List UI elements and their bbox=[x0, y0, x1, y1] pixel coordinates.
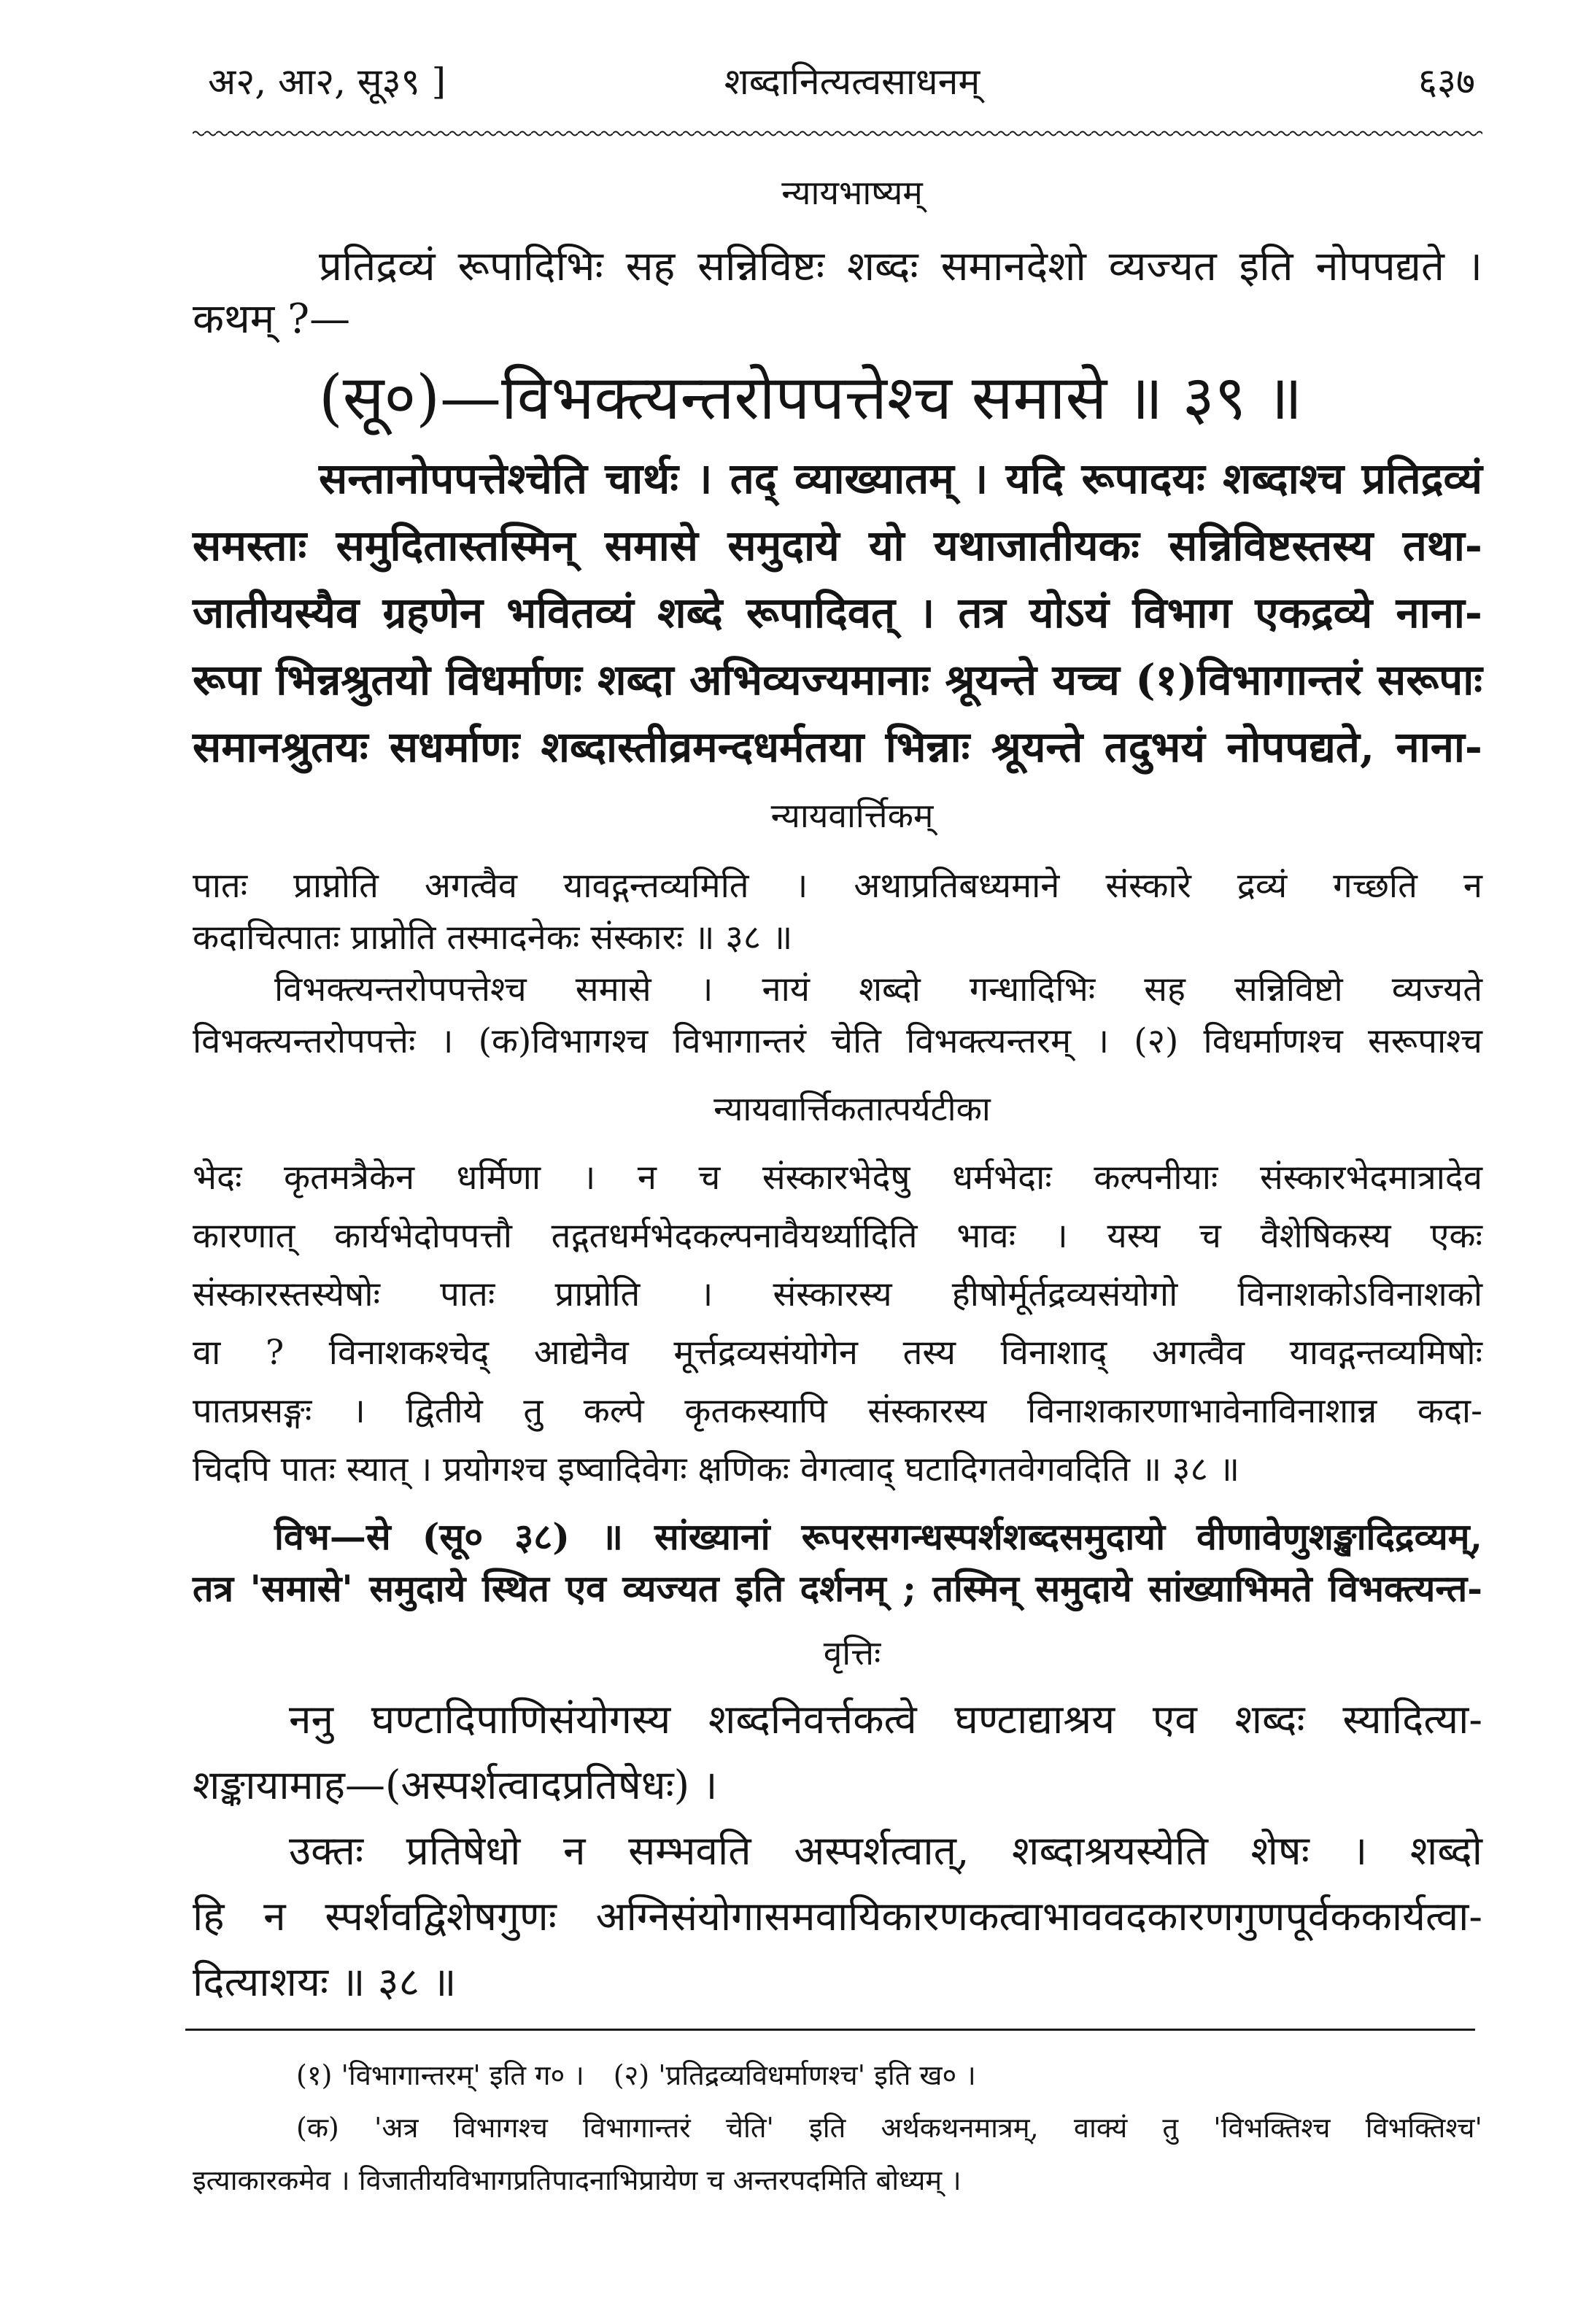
bhashya-text-line: सन्तानोपपत्तेश्चेति चार्थः । तद् व्याख्यातम् । यदि रूपादयः शब्दाश्च प्रतिद्रव्यं bbox=[319, 454, 1482, 503]
tika-paragraph bbox=[193, 1149, 1482, 1499]
header-section-reference: अ२, आ२, सू३९ ] bbox=[208, 61, 446, 103]
footnote-line bbox=[193, 2049, 1482, 2102]
vartika-text-line: विभक्त्यन्तरोपपत्तेश्च समासे । नायं शब्दो गन्धादिभिः सह सन्निविष्टो व्यज्यते bbox=[274, 969, 1482, 1010]
section-heading-vritti: वृत्तिः bbox=[823, 1633, 881, 1673]
bhashya-text-line: समानश्रुतयः सधर्माणः शब्दास्तीव्रमन्दधर्मतया भिन्नाः श्रूयन्ते तदुभयं नोपपद्यते, नाना- bbox=[193, 722, 1482, 772]
footnote-ka-line: (क) 'अत्र विभागश्च विभागान्तरं चेति' इति अर्थकथनमात्रम्, वाक्यं तु 'विभक्तिश्च विभक्तिश्च' bbox=[296, 2112, 1482, 2144]
wavy-rule-pattern bbox=[193, 128, 1482, 139]
footnote-2: (२) 'प्रतिद्रव्यविधर्माणश्च' इति ख० । bbox=[613, 2059, 976, 2091]
vartika-text-line: पातः प्राप्नोति अगत्वैव यावद्गन्तव्यमिति । अथाप्रतिबध्यमाने संस्कारे द्रव्यं गच्छति न bbox=[193, 866, 1482, 906]
tika-text-line: संस्कारस्तस्येषोः पातः प्राप्नोति । संस्कारस्य हीषोर्मूर्तद्रव्यसंयोगो विनाशकोऽविनाशको bbox=[193, 1274, 1482, 1314]
vartika-text-line: कदाचित्पातः प्राप्नोति तस्मादनेकः संस्कारः ॥ ३८ ॥ bbox=[193, 918, 793, 958]
tika-text-line: पातप्रसङ्गः । द्वितीये तु कल्पे कृतकस्यापि संस्कारस्य विनाशकारणाभावेनाविनाशान्न कदा- bbox=[193, 1391, 1482, 1431]
wavy-rule bbox=[193, 128, 1482, 139]
vartika-paragraph bbox=[193, 860, 1482, 1067]
footnotes bbox=[193, 2049, 1482, 2207]
bhashya-intro-line: प्रतिद्रव्यं रूपादिभिः सह सन्निविष्टः शब्दः समानदेशो व्यज्यत इति नोपपद्यते । bbox=[319, 243, 1482, 290]
bhashya-text-line: रूपा भिन्नश्रुतयो विधर्माणः शब्दा अभिव्यज्यमानाः श्रूयन्ते यच्च (१)विभागान्तरं सरूपाः bbox=[193, 655, 1482, 705]
tika-text-line: भेदः कृतमत्रैकेन धर्मिणा । न च संस्कारभेदेषु धर्मभेदाः कल्पनीयाः संस्कारभेदमात्रादेव bbox=[193, 1158, 1482, 1198]
tika-text-line: चिदपि पातः स्यात् । प्रयोगश्च इष्वादिवेगः क्षणिकः वेगत्वाद् घटादिगतवेगवदिति ॥ ३८ ॥ bbox=[193, 1449, 1240, 1490]
page-number: ६३७ bbox=[1418, 61, 1475, 103]
footnote-1: (१) 'विभागान्तरम्' इति ग० । bbox=[296, 2059, 584, 2091]
footnote-ka-line: इत्याकारकमेव । विजातीयविभागप्रतिपादनाभिप्रायेण च अन्तरपदमिति बोध्यम् । bbox=[193, 2164, 962, 2196]
section-heading-nyaya-bhashya: न्यायभाष्यम् bbox=[781, 173, 923, 212]
footnote-divider bbox=[185, 2029, 1475, 2031]
bhashya-paragraph bbox=[193, 445, 1482, 781]
vritti-text-line: ननु घण्टादिपाणिसंयोगस्य शब्दनिवर्त्तकत्वे घण्टाद्याश्रय एव शब्दः स्यादित्या- bbox=[289, 1696, 1482, 1743]
header-title: शब्दानित्यत्वसाधनम् bbox=[724, 61, 980, 103]
vartika-text-line: विभक्त्यन्तरोपपत्तेः । (क)विभागश्च विभागान्तरं चेति विभक्त्यन्तरम् । (२) विधर्माणश्च सरूपाश्च bbox=[193, 1021, 1482, 1061]
vritti-text-line: उक्तः प्रतिषेधो न सम्भवति अस्पर्शत्वात्, शब्दाश्रयस्येति शेषः । शब्दो bbox=[289, 1827, 1482, 1874]
section-heading-tatparya-tika: न्यायवार्त्तिकतात्पर्यटीका bbox=[713, 1089, 991, 1128]
running-header bbox=[0, 56, 1586, 107]
vritti-paragraphs bbox=[193, 1686, 1482, 2015]
tika-text-line: वा ? विनाशकश्चेद् आद्येनैव मूर्त्तद्रव्यसंयोगेन तस्य विनाशाद् अगत्वैव यावद्गन्तव्यमिषोः bbox=[193, 1333, 1482, 1373]
tika-gloss-line: विभ—से (सू० ३८) ॥ सांख्यानां रूपरसगन्धस्पर्शशब्दसमुदायो वीणावेणुशङ्खादिद्रव्यम्, bbox=[274, 1515, 1482, 1558]
bhashya-intro bbox=[193, 241, 1482, 346]
section-heading-nyaya-vartika: न्यायवार्त्तिकम् bbox=[770, 796, 934, 835]
vritti-text-line: शङ्कायामाह—(अस्पर्शत्वादप्रतिषेधः) । bbox=[193, 1762, 718, 1808]
vritti-text-line: दित्याशयः ॥ ३८ ॥ bbox=[193, 1959, 457, 2005]
bhashya-text-line: जातीयस्यैव ग्रहणेन भवितव्यं शब्दे रूपादिवत् । तत्र योऽयं विभाग एकद्रव्ये नाना- bbox=[193, 588, 1482, 638]
tika-gloss-line: तत्र 'समासे' समुदाये स्थित एव व्यज्यत इति दर्शनम् ; तस्मिन् समुदाये सांख्याभिमते विभक्त्यन्त- bbox=[193, 1567, 1482, 1610]
tika-text-line: कारणात् कार्यभेदोपपत्तौ तद्गतधर्मभेदकल्पनावैयर्थ्यादिति भावः । यस्य च वैशेषिकस्य एकः bbox=[193, 1216, 1482, 1256]
bhashya-intro-line: कथम् ?— bbox=[193, 295, 351, 343]
vritti-text-line: हि न स्पर्शवद्विशेषगुणः अग्निसंयोगासमवायिकारणकत्वाभाववदकारणगुणपूर्वककार्यत्वा- bbox=[193, 1893, 1482, 1940]
bhashya-text-line: समस्ताः समुदितास्तस्मिन् समासे समुदाये यो यथाजातीयकः सन्निविष्टस्तस्य तथा- bbox=[193, 521, 1482, 570]
sutra-line: (सू०)—विभक्त्यन्तरोपपत्तेश्च समासे ॥ ३९ ॥ bbox=[319, 362, 1303, 433]
tika-sutra-gloss bbox=[193, 1511, 1482, 1614]
